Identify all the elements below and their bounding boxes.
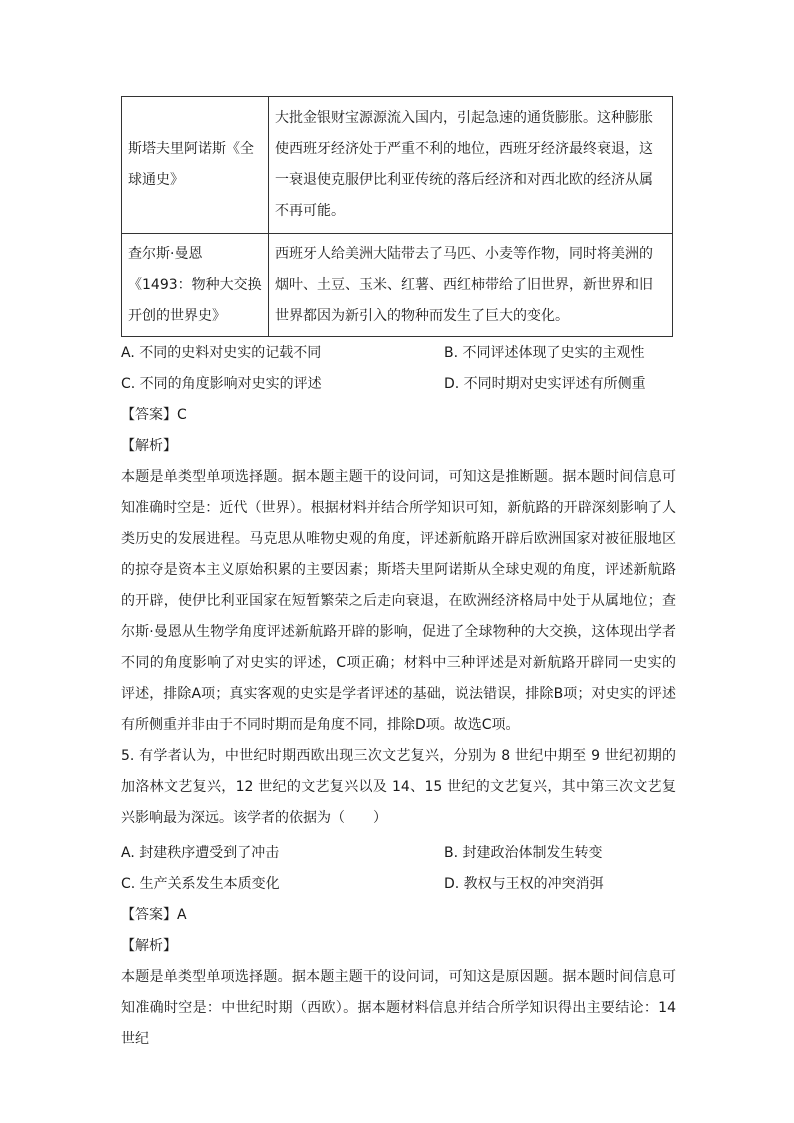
q5-stem: 5. 有学者认为，中世纪时期西欧出现三次文艺复兴，分别为 8 世纪中期至 9 世纪初期的加洛林文艺复兴，12 世纪的文艺复兴以及 14、15 世纪的文艺复兴，其中第三次文艺复兴影响最为深远。该学者的依据为（ ） bbox=[121, 748, 676, 826]
q5-analysis-label: 【解析】 bbox=[121, 938, 177, 954]
q4-option-b: B. 不同评述体现了史实的主观性 bbox=[444, 345, 645, 361]
q5-option-d: D. 教权与王权的冲突消弭 bbox=[444, 876, 604, 892]
q4-analysis-label: 【解析】 bbox=[121, 438, 177, 454]
table-cell-content: 西班牙人给美洲大陆带去了马匹、小麦等作物，同时将美洲的烟叶、土豆、玉米、红薯、西红柿带给了旧世界，新世界和旧世界都因为新引入的物种而发生了巨大的变化。 bbox=[269, 234, 673, 337]
q5-option-b: B. 封建政治体制发生转变 bbox=[444, 845, 603, 861]
q5-answer: 【答案】A bbox=[121, 907, 187, 923]
table-cell-source: 斯塔夫里阿诺斯《全球通史》 bbox=[122, 97, 269, 234]
q4-option-a: A. 不同的史料对史实的记载不同 bbox=[121, 345, 322, 361]
q4-answer: 【答案】C bbox=[121, 407, 187, 423]
q5-option-c: C. 生产关系发生本质变化 bbox=[121, 876, 280, 892]
q4-option-c: C. 不同的角度影响对史实的评述 bbox=[121, 376, 322, 392]
table-row bbox=[122, 97, 673, 234]
source-table bbox=[121, 96, 673, 337]
q4-option-d: D. 不同时期对史实评述有所侧重 bbox=[444, 376, 646, 392]
q5-option-a: A. 封建秩序遭受到了冲击 bbox=[121, 845, 280, 861]
table-cell-content: 大批金银财宝源源流入国内，引起急速的通货膨胀。这种膨胀使西班牙经济处于严重不利的地位，西班牙经济最终衰退，这一衰退使克服伊比利亚传统的落后经济和对西北欧的经济从属不再可能。 bbox=[269, 97, 673, 234]
table-row bbox=[122, 234, 673, 337]
q5-analysis-text: 本题是单类型单项选择题。据本题主题干的设问词，可知这是原因题。据本题时间信息可知准确时空是：中世纪时期（西欧）。据本题材料信息并结合所学知识得出主要结论：14 世纪 bbox=[121, 969, 676, 1047]
q4-analysis-text: 本题是单类型单项选择题。据本题主题干的设问词，可知这是推断题。据本题时间信息可知准确时空是：近代（世界）。根据材料并结合所学知识可知，新航路的开辟深刻影响了人类历史的发展进程。马克思从唯物史观的角度，评述新航路开辟后欧洲国家对被征服地区的掠夺是资本主义原始积累的主要因素；斯塔夫里阿诺斯从全球史观的角度，评述新航路的开辟，使伊比利亚国家在短暂繁荣之后走向衰退，在欧洲经济格局中处于从属地位；查尔斯·曼恩从生物学角度评述新航路开辟的影响，促进了全球物种的大交换，这体现出学者不同的角度影响了对史实的评述，C项正确；材料中三种评述是对新航路开辟同一史实的评述，排除A项；真实客观的史实是学者评述的基础，说法错误，排除B项；对史实的评述有所侧重并非由于不同时期而是角度不同，排除D项。故选C项。 bbox=[121, 469, 676, 733]
table-cell-source: 查尔斯·曼恩《1493：物种大交换开创的世界史》 bbox=[122, 234, 269, 337]
